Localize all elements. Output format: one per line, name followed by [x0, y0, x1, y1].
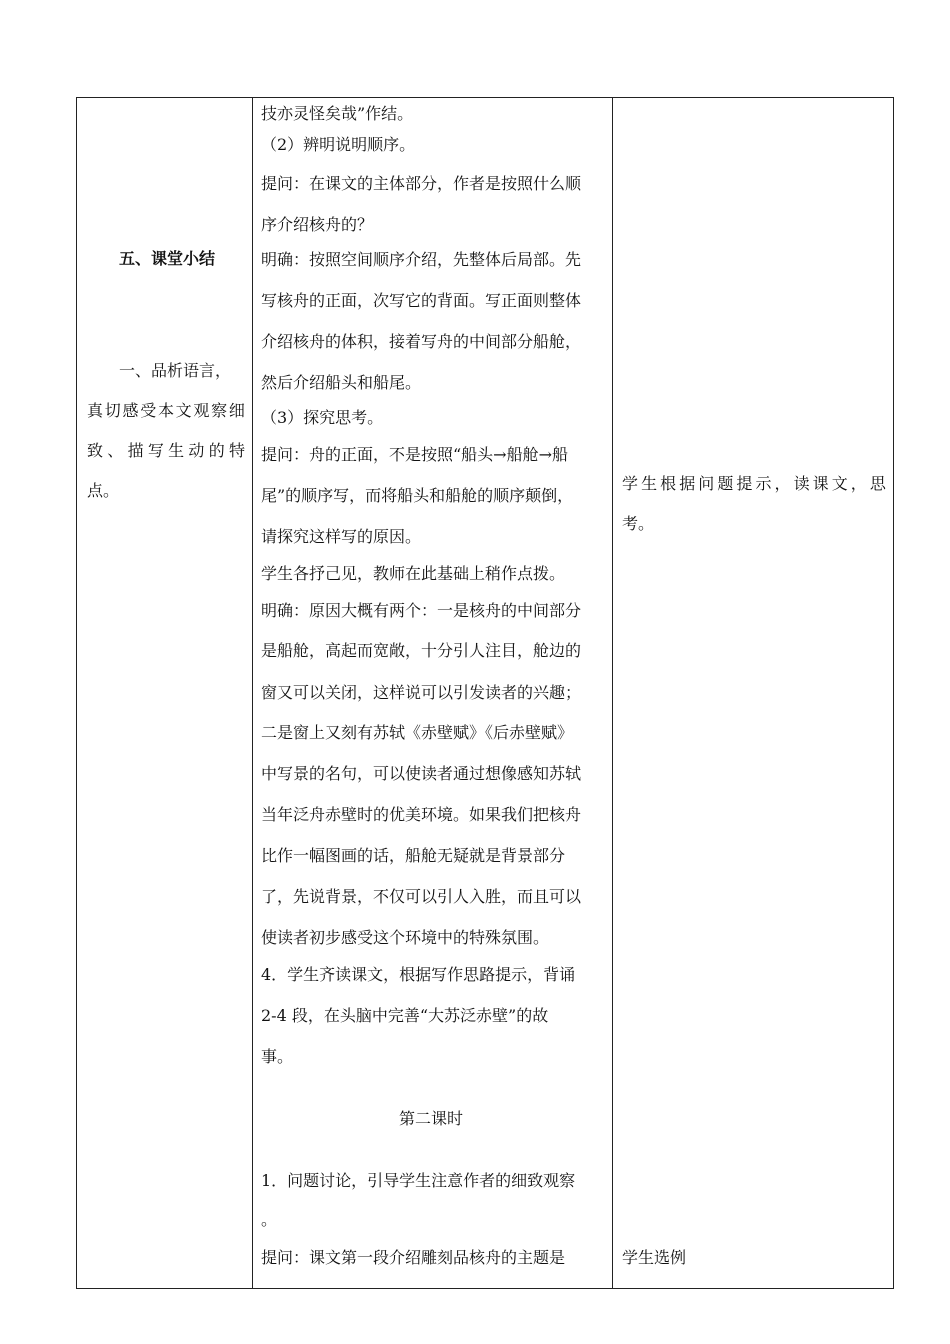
text-line: 介绍核舟的体积，接着写舟的中间部分船舱，	[261, 332, 582, 351]
text-line: 写核舟的正面，次写它的背面。写正面则整体	[261, 291, 582, 310]
example-note: 学生选例	[622, 1248, 687, 1267]
activity-line: 考。	[622, 514, 655, 533]
text-line: 技亦灵怪矣哉”作结。	[261, 104, 414, 123]
text-line: 使读者初步感受这个环境中的特殊氛围。	[261, 928, 550, 947]
text-line: 当年泛舟赤壁时的优美环境。如果我们把核舟	[261, 805, 582, 824]
text-line: 序介绍核舟的？	[261, 215, 374, 234]
section-heading: 五、课堂小结	[119, 249, 216, 268]
text-line: 提问：在课文的主体部分，作者是按照什么顺	[261, 174, 582, 193]
stage-column	[77, 98, 253, 1288]
text-line: 学生各抒己见，教师在此基础上稍作点拨。	[261, 564, 566, 583]
text-line: （2）辨明说明顺序。	[261, 135, 416, 154]
text-line: 2-4 段，在头脑中完善“大苏泛赤壁”的故	[261, 1006, 549, 1025]
text-line: 提问：课文第一段介绍雕刻品核舟的主题是	[261, 1248, 566, 1267]
text-line: 二是窗上又刻有苏轼《赤壁赋》《后赤壁赋》	[261, 723, 574, 742]
text-line: 了，先说背景，不仅可以引人入胜，而且可以	[261, 887, 582, 906]
text-line: 明确：原因大概有两个：一是核舟的中间部分	[261, 601, 582, 620]
text-line: （3）探究思考。	[261, 408, 384, 427]
note-line: 点。	[87, 481, 120, 500]
lesson-title: 第二课时	[399, 1109, 464, 1128]
text-line: 1．问题讨论，引导学生注意作者的细致观察	[261, 1171, 576, 1190]
text-line: 明确：按照空间顺序介绍，先整体后局部。先	[261, 250, 582, 269]
text-line: 提问：舟的正面，不是按照“船头→船舱→船	[261, 445, 568, 464]
text-line: 请探究这样写的原因。	[261, 527, 422, 546]
text-line: 中写景的名句，可以使读者通过想像感知苏轼	[261, 764, 582, 783]
note-line: 一、品析语言，	[119, 361, 232, 380]
text-line: 是船舱，高起而宽敞，十分引人注目，舱边的	[261, 641, 582, 660]
text-line: 比作一幅图画的话，船舱无疑就是背景部分	[261, 846, 566, 865]
text-line: 然后介绍船头和船尾。	[261, 373, 422, 392]
text-line: 尾”的顺序写，而将船头和船舱的顺序颠倒，	[261, 486, 574, 505]
text-line: 事。	[261, 1047, 294, 1066]
text-line: 窗又可以关闭，这样说可以引发读者的兴趣；	[261, 683, 582, 702]
lesson-table	[76, 97, 894, 1289]
content-column	[253, 98, 613, 1288]
note-line: 致 、 描 写 生 动 的 特	[87, 441, 245, 460]
text-line: 。	[261, 1210, 278, 1229]
activity-column	[613, 98, 895, 1288]
note-line: 真 切 感 受 本 文 观 察 细	[87, 401, 245, 420]
activity-line: 学 生 根 据 问 题 提 示 ， 读 课 文 ， 思	[622, 474, 886, 493]
text-line: 4．学生齐读课文，根据写作思路提示，背诵	[261, 965, 576, 984]
